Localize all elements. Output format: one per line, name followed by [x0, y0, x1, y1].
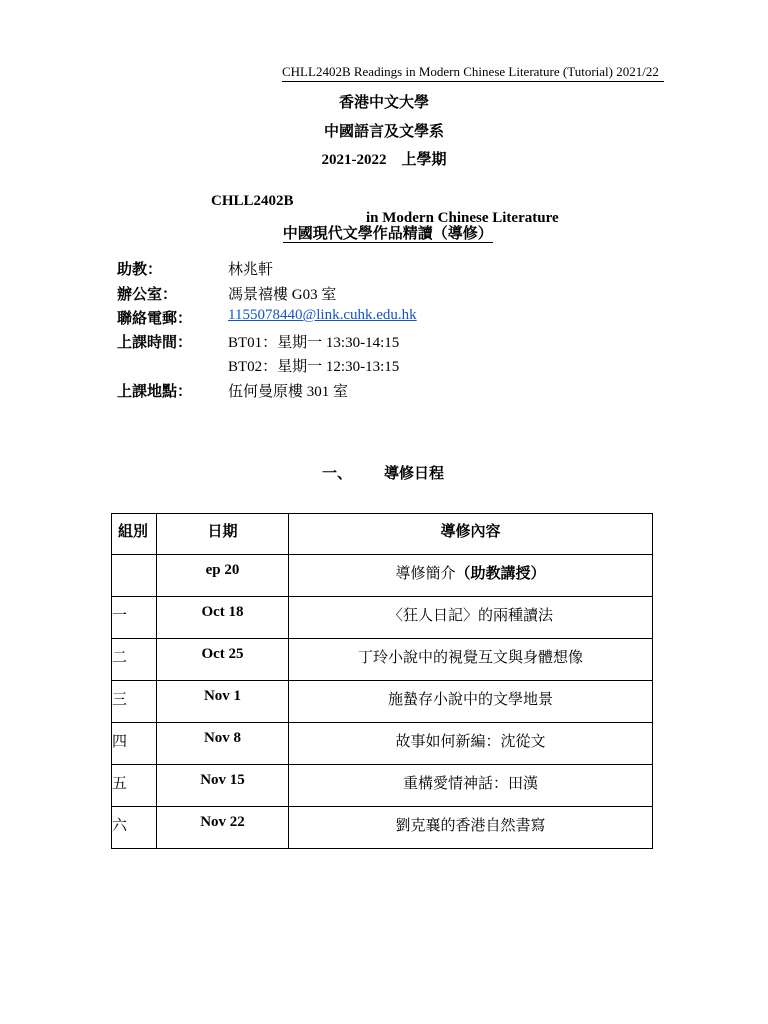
section-title: 導修日程	[384, 466, 445, 482]
email-link[interactable]: 1155078440@link.cuhk.edu.hk	[228, 307, 417, 323]
running-header: CHLL2402B Readings in Modern Chinese Literature (Tutorial) 2021/22	[282, 64, 664, 82]
ta-value: 林兆軒	[228, 262, 274, 278]
university-title: 香港中文大學	[338, 95, 429, 111]
ta-label: 助教：	[117, 262, 163, 278]
cell-content: 故事如何新編：沈從文	[289, 723, 653, 765]
cell-date: Nov 22	[157, 807, 289, 849]
section-number: 一、	[322, 466, 353, 482]
table-row	[112, 723, 653, 765]
cell-group	[112, 555, 157, 597]
cell-date: Nov 1	[157, 681, 289, 723]
table-row	[112, 639, 653, 681]
header-content: 導修內容	[289, 514, 653, 555]
email-label: 聯絡電郵：	[117, 311, 193, 327]
class-time-bt01: BT01：星期一 13:30-14:15	[228, 335, 400, 351]
cell-date: Nov 15	[157, 765, 289, 807]
cell-content: 〈狂人日記〉的兩種讀法	[289, 597, 653, 639]
course-name-chinese	[0, 205, 768, 243]
cell-group: 六	[112, 807, 157, 849]
cell-group: 二	[112, 639, 157, 681]
table-header-row	[112, 514, 653, 555]
cell-content-plain: 導修簡介	[395, 566, 456, 582]
location-value: 伍何曼原樓 301 室	[228, 384, 349, 400]
class-time-bt02: BT02：星期一 12:30-13:15	[228, 359, 400, 375]
cell-content: 劉克襄的香港自然書寫	[289, 807, 653, 849]
table-row	[112, 597, 653, 639]
cell-group: 五	[112, 765, 157, 807]
department-title: 中國語言及文學系	[323, 124, 444, 140]
office-value: 馮景禧樓 G03 室	[228, 287, 337, 303]
cell-content: 施蟄存小說中的文學地景	[289, 681, 653, 723]
course-code: CHLL2402B	[211, 193, 294, 209]
cell-content: 丁玲小說中的視覺互文與身體想像	[289, 639, 653, 681]
location-label: 上課地點：	[117, 384, 193, 400]
table-row	[112, 807, 653, 849]
cell-content	[289, 555, 653, 597]
cell-date: Oct 18	[157, 597, 289, 639]
course-name-chinese-text: 中國現代文學作品精讀（導修）	[282, 226, 493, 242]
table-row	[112, 555, 653, 597]
schedule-table	[111, 513, 653, 849]
cell-group: 三	[112, 681, 157, 723]
course-name-english: in Modern Chinese Literature	[366, 210, 559, 226]
table-row	[112, 765, 653, 807]
cell-date: Nov 8	[157, 723, 289, 765]
office-label: 辦公室：	[117, 287, 178, 303]
cell-group: 四	[112, 723, 157, 765]
cell-content: 重構愛情神話：田漢	[289, 765, 653, 807]
class-time-label: 上課時間：	[117, 335, 193, 351]
cell-date: ep 20	[157, 555, 289, 597]
cell-content-bold: （助教講授）	[455, 566, 546, 582]
table-row	[112, 681, 653, 723]
term-title: 2021-2022 上學期	[321, 152, 447, 168]
cell-date: Oct 25	[157, 639, 289, 681]
cell-group: 一	[112, 597, 157, 639]
header-date: 日期	[157, 514, 289, 555]
header-group: 組別	[112, 514, 157, 555]
